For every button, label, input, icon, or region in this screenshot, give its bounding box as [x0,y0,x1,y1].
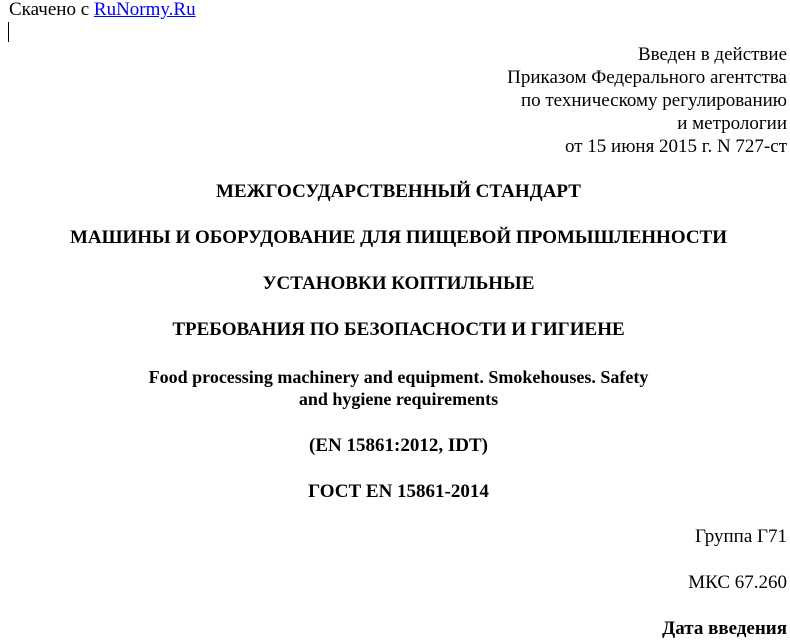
intro-date-label: Дата введения [662,618,787,639]
intro-line: от 15 июня 2015 г. N 727-ст [564,136,787,157]
intro-line: и метрологии [677,113,787,134]
designation-heading: ГОСТ EN 15861-2014 [308,481,489,502]
english-title-line: and hygiene requirements [298,389,499,409]
requirements-heading: ТРЕБОВАНИЯ ПО БЕЗОПАСНОСТИ И ГИГИЕНЕ [172,319,625,340]
mks-label: МКС 67.260 [688,572,787,593]
english-title-line: Food processing machinery and equipment. Smokehouses. Safety [148,367,649,387]
standard-type-heading: МЕЖГОСУДАРСТВЕННЫЙ СТАНДАРТ [216,181,581,202]
product-heading: УСТАНОВКИ КОПТИЛЬНЫЕ [262,273,535,294]
english-title [0,366,790,410]
subject-heading: МАШИНЫ И ОБОРУДОВАНИЕ ДЛЯ ПИЩЕВОЙ ПРОМЫШЛЕННОСТИ [69,227,728,248]
source-line [9,0,196,20]
intro-line: Введен в действие [637,44,787,65]
group-label: Группа Г71 [694,526,787,547]
intro-block [507,43,787,158]
source-link[interactable]: RuNormy.Ru [93,0,196,20]
text-cursor [8,22,9,42]
intro-line: Приказом Федерального агентства [507,67,787,88]
intro-line: по техническому регулированию [520,90,787,111]
source-prefix: Скачено с [9,0,90,20]
equivalence-heading: (EN 15861:2012, IDT) [309,435,488,456]
